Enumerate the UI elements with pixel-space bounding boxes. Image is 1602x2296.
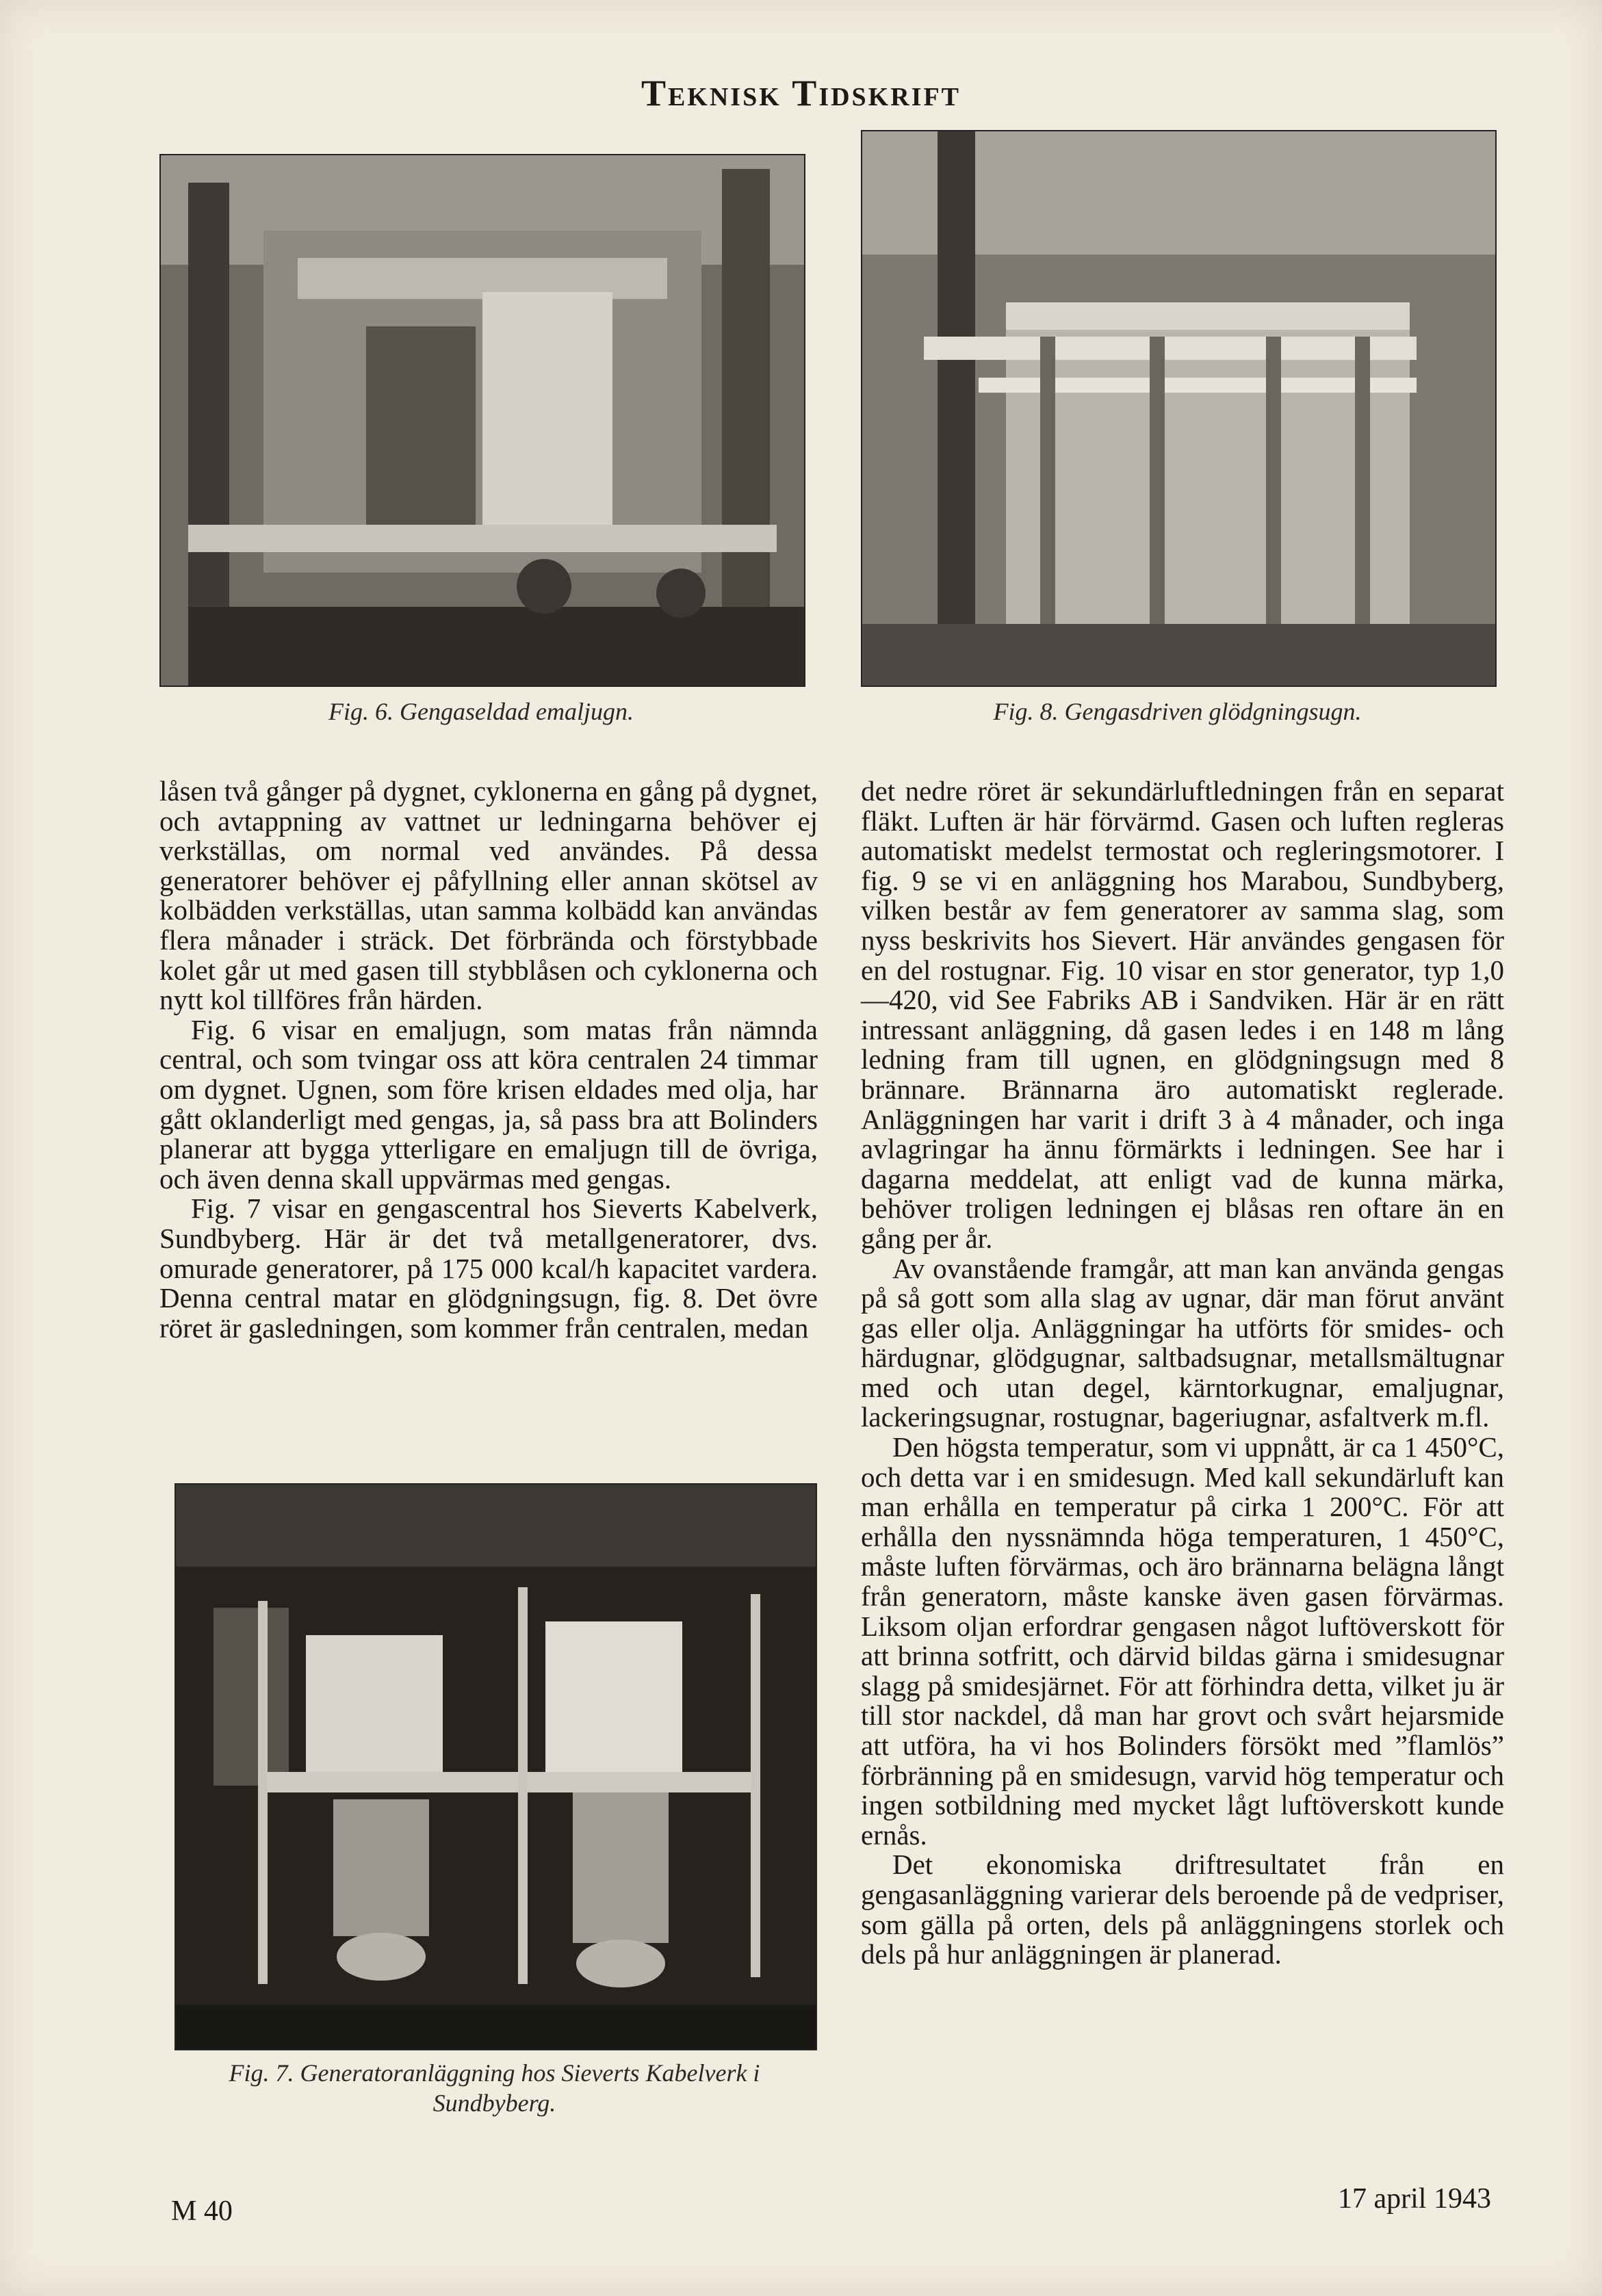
journal-header: Teknisk Tidskrift — [641, 73, 961, 114]
paragraph: Fig. 6 visar en emaljugn, som matas från nämnda central, och som tvingar oss att köra centralen 24 timmar om dygnet. Ugnen, som före krisen eldades med olja, har gått oklanderligt med gengas, ja, så pass bra att Bolinders planerar att bygga ytterligare en emaljugn till de övriga, och även denna skall uppvärmas med gengas. — [159, 1013, 818, 1195]
figure-8-photo — [861, 130, 1497, 687]
figure-8-caption: Fig. 8. Gengasdriven glödgningsugn. — [993, 698, 1362, 725]
figure-7-caption: Fig. 7. Generatoranläggning hos Sieverts Kabelverk i Sundbyberg. — [229, 2059, 760, 2117]
figure-6-photo — [159, 154, 805, 687]
paragraph: Av ovanstående framgår, att man kan använda gengas på så gott som alla slag av ugnar, där man förut använt gas eller olja. Anläggningar ha utförts för smides- och härdugnar, glödgugnar, saltbadsugnar, metallsmältugnar med och utan degel, kärntorkugnar, emaljugnar, lackeringsugnar, rostugnar, bageriugnar, asfaltverk m.fl. — [861, 1252, 1504, 1433]
right-column — [861, 777, 1504, 1970]
issue-date: 17 april 1943 — [1338, 2183, 1491, 2215]
left-column-top — [159, 777, 818, 1343]
paragraph: Den högsta temperatur, som vi uppnått, är ca 1 450°C, och detta var i en smidesugn. Med kall sekundärluft kan man erhålla en temperatur på cirka 1 200°C. För att erhålla den nyssnämnda höga temperaturen, 1 450°C, måste luften förvärmas, och äro brännarna belägna långt från generatorn, måste kanske även gasen förvärmas. Liksom oljan erfordrar gengasen något luftöverskott för att brinna sotfritt, och därvid bildas gärna i smidesugnar slagg på smidesjärnet. För att förhindra detta, vilket ju är till stor nackdel, då man har grovt och svårt hejarsmide att utföra, ha vi hos Bolinders försökt med ”flamlös” förbränning på en smidesugn, varvid hög temperatur och ingen sotbildning med mycket lågt luftöverskott kunde ernås. — [861, 1431, 1504, 1851]
paragraph: Det ekonomiska driftresultatet från en gengasanläggning varierar dels beroende på de vedpriser, som gälla på orten, dels på anläggningens storlek och dels på hur anläggningen är planerad. — [861, 1849, 1504, 1970]
paragraph: låsen två gånger på dygnet, cyklonerna en gång på dygnet, och avtappning av vattnet ur ledningarna behöver ej verkställas, om normal ved användes. På dessa generatorer behöver ej påfyllning eller annan skötsel av kolbädden verkställas, utan samma kolbädd kan användas flera månader i sträck. Det förbrända och förstybbade kolet går ut med gasen till stybblåsen och cyklonerna och nytt kol tillföres från härden. — [159, 775, 818, 1016]
paragraph: Fig. 7 visar en gengascentral hos Sieverts Kabelverk, Sundbyberg. Här är det två metallgeneratorer, dvs. omurade generatorer, på 175 000 kcal/h kapacitet vardera. Denna central matar en glödgningsugn, fig. 8. Det övre röret är gasledningen, som kommer från centralen, medan — [159, 1192, 818, 1344]
figure-7-photo — [175, 1483, 817, 2050]
paragraph: det nedre röret är sekundärluftledningen från en separat fläkt. Luften är här förvärmd. Gasen och luften regleras automatiskt medelst termostat och regleringsmotorer. I fig. 9 se vi en anläggning hos Marabou, Sundbyberg, vilken består av fem generatorer av samma slag, som nyss beskrivits hos Sievert. Här användes gengasen för en del rostugnar. Fig. 10 visar en stor generator, typ 1,0—420, vid See Fabriks AB i Sandviken. Här är en rätt intressant anläggning, då gasen ledes i en 148 m lång ledning fram till ugnen, en glödgningsugn med 8 brännare. Brännarna äro automatiskt reglerade. Anläggningen har varit i drift 3 à 4 månader, och inga avlagringar ha ännu förmärkts i ledningen. See har i dagarna meddelat, att enligt vad de kunna märka, behöver troligen ledningen ej blåsas ren oftare än en gång per år. — [861, 775, 1504, 1254]
figure-6-caption: Fig. 6. Gengaseldad emaljugn. — [328, 698, 634, 725]
page-number: M 40 — [171, 2195, 233, 2227]
